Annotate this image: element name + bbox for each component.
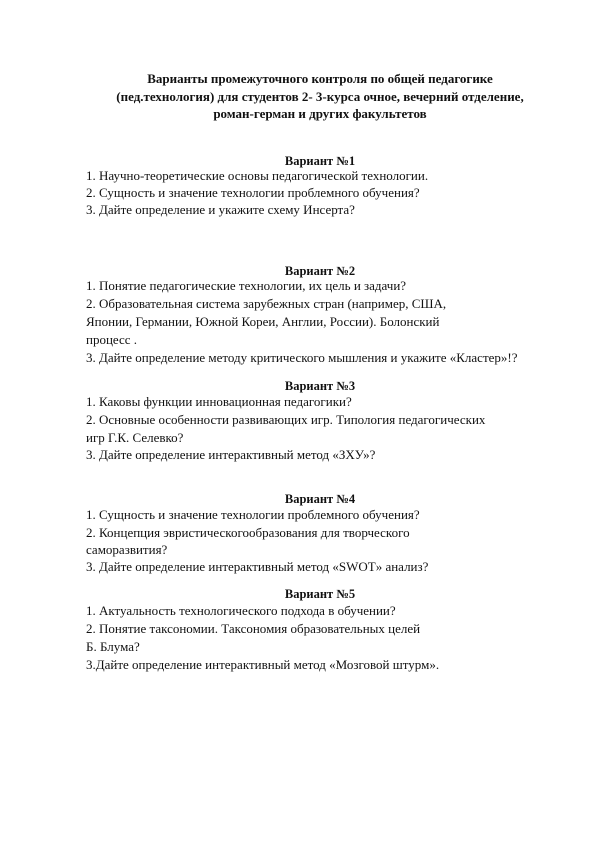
variant-5-question-2: 2. Понятие таксономии. Таксономия образовательных целей: [86, 621, 421, 636]
document-title: [60, 70, 580, 123]
title-line-3: роман-герман и других факультетов: [213, 106, 427, 121]
variant-3-question-2-cont: игр Г.К. Селевко?: [86, 430, 184, 445]
variant-3-question-3: 3. Дайте определение интерактивный метод «ЗХУ»?: [86, 447, 376, 462]
variant-5-question-2-cont: Б. Блума?: [86, 639, 140, 654]
variant-3-question-2: 2. Основные особенности развивающих игр. Типология педагогических: [86, 412, 486, 427]
variant-2-question-2-end: процесс .: [86, 332, 138, 347]
variant-4-question-1: 1. Сущность и значение технологии проблемного обучения?: [86, 507, 420, 522]
variant-5-question-3: 3.Дайте определение интерактивный метод «Мозговой штурм».: [86, 657, 440, 672]
variant-2-heading: Вариант №2: [284, 264, 356, 278]
variant-1-question-3: 3. Дайте определение и укажите схему Инсерта?: [86, 202, 355, 217]
variant-4-question-2-cont: саморазвития?: [86, 542, 168, 557]
title-line-1: Варианты промежуточного контроля по общей педагогике: [147, 71, 493, 86]
variant-2-question-1: 1. Понятие педагогические технологии, их цель и задачи?: [86, 278, 407, 293]
variant-4-question-3: 3. Дайте определение интерактивный метод «SWOT» анализ?: [86, 559, 429, 574]
variant-1-question-1: 1. Научно-теоретические основы педагогической технологии.: [86, 168, 429, 183]
variant-1-question-2: 2. Сущность и значение технологии проблемного обучения?: [86, 185, 420, 200]
variant-2-question-3: 3. Дайте определение методу критического мышления и укажите «Кластер»!?: [86, 350, 518, 365]
variant-3-heading: Вариант №3: [284, 379, 356, 393]
variant-4-question-2: 2. Концепция эвристическогообразования для творческого: [86, 525, 410, 540]
variant-2-question-2: 2. Образовательная система зарубежных стран (например, США,: [86, 296, 447, 311]
variant-5-heading: Вариант №5: [284, 587, 356, 601]
variant-4-heading: Вариант №4: [284, 492, 356, 506]
variant-1-heading: Вариант №1: [284, 154, 356, 168]
title-line-2: (пед.технология) для студентов 2- 3-курса очное, вечерний отделение,: [116, 88, 524, 104]
variant-3-question-1: 1. Каковы функции инновационная педагогики?: [86, 394, 352, 409]
variant-5-question-1: 1. Актуальность технологического подхода в обучении?: [86, 603, 396, 618]
variant-2-question-2-cont: Японии, Германии, Южной Кореи, Англии, России). Болонский: [86, 314, 440, 329]
